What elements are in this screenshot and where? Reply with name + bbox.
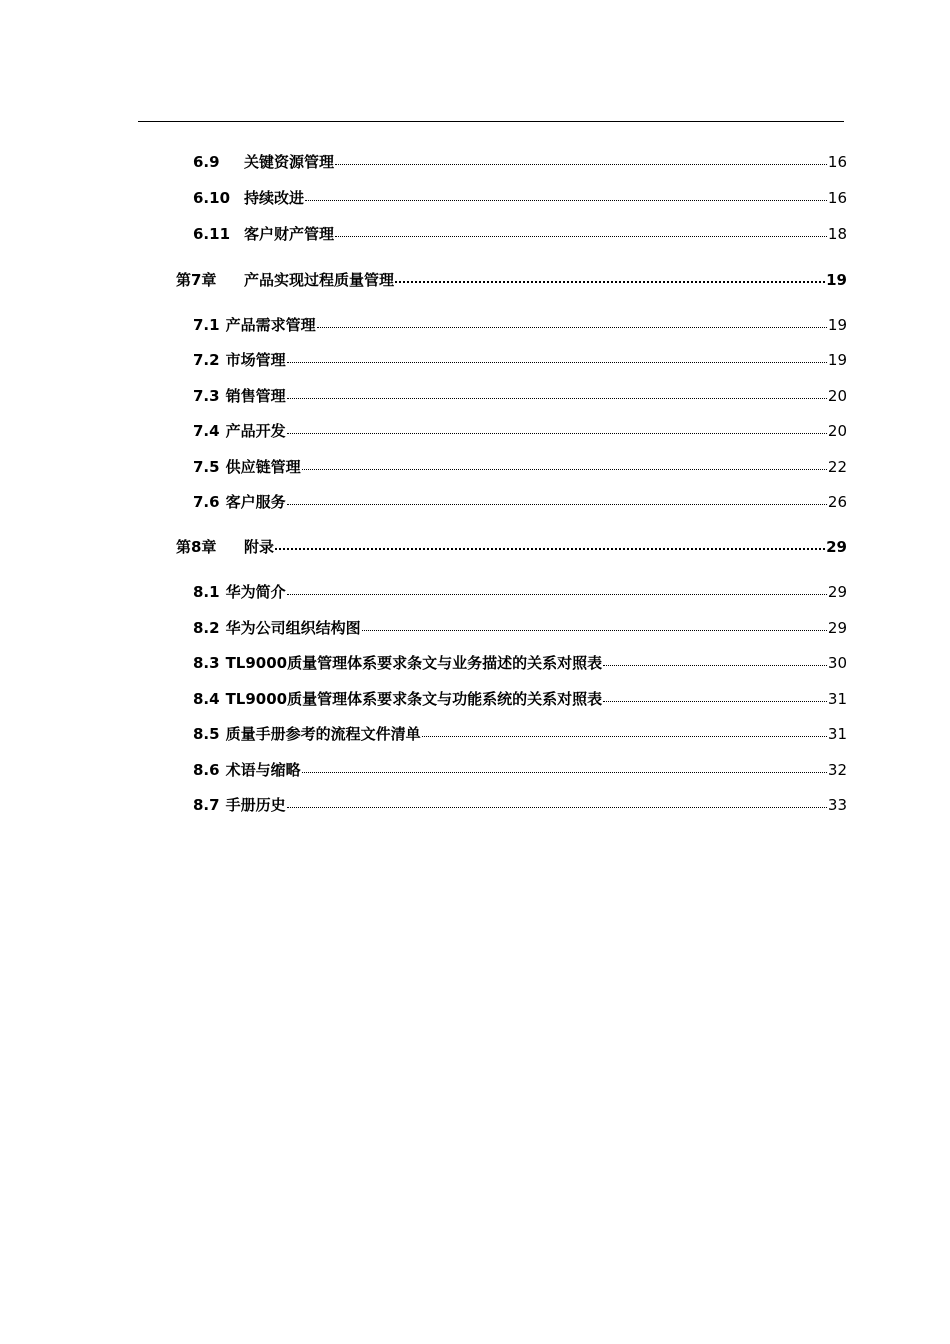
toc-entry-8-4[interactable] bbox=[193, 689, 847, 709]
toc-chapter-page: 29 bbox=[826, 538, 847, 556]
toc-entry-title: 供应链管理 bbox=[225, 458, 301, 476]
toc-entry-page: 19 bbox=[827, 316, 847, 334]
toc-entry-title: 关键资源管理 bbox=[244, 153, 335, 171]
toc-entry-number: 8.5 bbox=[193, 725, 220, 743]
toc-entry-number: 7.5 bbox=[193, 458, 220, 476]
toc-entry-8-7[interactable] bbox=[193, 795, 847, 815]
header-rule bbox=[138, 121, 844, 122]
toc-entry-number: 7.4 bbox=[193, 422, 220, 440]
dot-leader bbox=[395, 271, 825, 285]
toc-chapter-title: 附录 bbox=[244, 538, 275, 556]
toc-entry-number: 6.9 bbox=[193, 153, 220, 171]
toc-entry-title: 销售管理 bbox=[225, 387, 286, 405]
toc-entry-number: 8.6 bbox=[193, 761, 220, 779]
toc-entry-number: 7.1 bbox=[193, 316, 220, 334]
toc-entry-number: 7.6 bbox=[193, 493, 220, 511]
toc-entry-title: 持续改进 bbox=[244, 189, 305, 207]
toc-entry-title: 华为公司组织结构图 bbox=[225, 619, 361, 637]
toc-entry-6-9[interactable] bbox=[193, 152, 847, 172]
toc-entry-8-5[interactable] bbox=[193, 724, 847, 744]
toc-entry-page: 29 bbox=[827, 619, 847, 637]
toc-entry-number: 8.7 bbox=[193, 796, 220, 814]
toc-entry-title: TL9000质量管理体系要求条文与业务描述的关系对照表 bbox=[225, 654, 603, 672]
toc-entry-6-10[interactable] bbox=[193, 188, 847, 208]
dot-leader bbox=[287, 351, 827, 365]
toc-entry-7-3[interactable] bbox=[193, 386, 847, 406]
toc-entry-title: TL9000质量管理体系要求条文与功能系统的关系对照表 bbox=[225, 690, 603, 708]
toc-entry-page: 33 bbox=[827, 796, 847, 814]
toc-chapter-page: 19 bbox=[826, 271, 847, 289]
dot-leader bbox=[287, 422, 827, 436]
dot-leader bbox=[287, 796, 827, 810]
toc-entry-7-5[interactable] bbox=[193, 457, 847, 477]
toc-entry-title: 产品开发 bbox=[225, 422, 286, 440]
toc-chapter-number: 第8章 bbox=[176, 538, 217, 556]
toc-entry-page: 32 bbox=[827, 761, 847, 779]
toc-entry-title: 市场管理 bbox=[225, 351, 286, 369]
dot-leader bbox=[275, 538, 825, 552]
toc-chapter-8[interactable] bbox=[176, 537, 847, 557]
toc-entry-number: 8.2 bbox=[193, 619, 220, 637]
toc-chapter-7[interactable] bbox=[176, 270, 847, 290]
toc-entry-number: 7.3 bbox=[193, 387, 220, 405]
toc-entry-7-6[interactable] bbox=[193, 492, 847, 512]
toc-entry-7-2[interactable] bbox=[193, 350, 847, 370]
dot-leader bbox=[287, 387, 827, 401]
toc-entry-title: 质量手册参考的流程文件清单 bbox=[225, 725, 421, 743]
toc-entry-number: 6.10 bbox=[193, 189, 231, 207]
dot-leader bbox=[317, 316, 827, 330]
toc-entry-title: 客户服务 bbox=[225, 493, 286, 511]
toc-entry-8-3[interactable] bbox=[193, 653, 847, 673]
toc-entry-page: 16 bbox=[827, 153, 847, 171]
toc-chapter-title: 产品实现过程质量管理 bbox=[244, 271, 395, 289]
dot-leader bbox=[302, 761, 827, 775]
toc-entry-page: 20 bbox=[827, 422, 847, 440]
toc-entry-page: 30 bbox=[827, 654, 847, 672]
toc-entry-page: 29 bbox=[827, 583, 847, 601]
toc-entry-7-4[interactable] bbox=[193, 421, 847, 441]
toc-entry-page: 31 bbox=[827, 690, 847, 708]
toc-entry-title: 产品需求管理 bbox=[225, 316, 316, 334]
toc-entry-8-2[interactable] bbox=[193, 618, 847, 638]
toc-entry-7-1[interactable] bbox=[193, 315, 847, 335]
toc-entry-page: 31 bbox=[827, 725, 847, 743]
toc-entry-6-11[interactable] bbox=[193, 224, 847, 244]
toc-entry-page: 18 bbox=[827, 225, 847, 243]
dot-leader bbox=[335, 153, 827, 167]
toc-entry-number: 7.2 bbox=[193, 351, 220, 369]
dot-leader bbox=[287, 493, 827, 507]
toc-entry-page: 22 bbox=[827, 458, 847, 476]
toc-entry-page: 26 bbox=[827, 493, 847, 511]
dot-leader bbox=[362, 619, 827, 633]
toc-entry-title: 华为简介 bbox=[225, 583, 286, 601]
toc-entry-title: 手册历史 bbox=[225, 796, 286, 814]
toc-entry-title: 术语与缩略 bbox=[225, 761, 301, 779]
dot-leader bbox=[335, 225, 827, 239]
toc-entry-number: 6.11 bbox=[193, 225, 231, 243]
toc-entry-8-1[interactable] bbox=[193, 582, 847, 602]
toc-entry-page: 19 bbox=[827, 351, 847, 369]
toc-entry-8-6[interactable] bbox=[193, 760, 847, 780]
dot-leader bbox=[603, 654, 827, 668]
toc-entry-number: 8.4 bbox=[193, 690, 220, 708]
dot-leader bbox=[287, 583, 827, 597]
dot-leader bbox=[422, 725, 827, 739]
toc-entry-title: 客户财产管理 bbox=[244, 225, 335, 243]
toc-chapter-number: 第7章 bbox=[176, 271, 217, 289]
toc-entry-page: 20 bbox=[827, 387, 847, 405]
toc-entry-number: 8.3 bbox=[193, 654, 220, 672]
dot-leader bbox=[603, 690, 827, 704]
dot-leader bbox=[305, 189, 827, 203]
toc-entry-page: 16 bbox=[827, 189, 847, 207]
dot-leader bbox=[302, 458, 827, 472]
toc-entry-number: 8.1 bbox=[193, 583, 220, 601]
